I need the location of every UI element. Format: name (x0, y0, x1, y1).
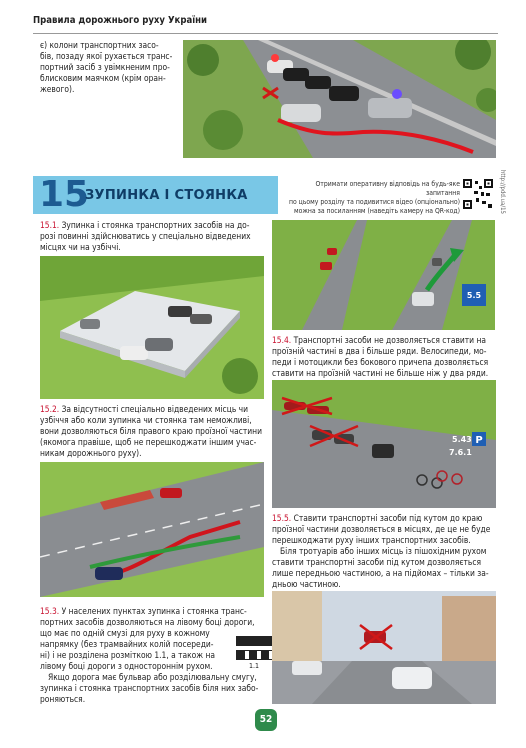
angle-parking-illustration (272, 591, 496, 704)
two-rows-illustration (272, 220, 495, 330)
text-line: У населених пунктах зупинка і стоянка транс- (61, 606, 247, 616)
qr-info-text (284, 180, 460, 216)
text-line: Зупинка і стоянка транспортних засобів на до- (61, 220, 250, 230)
paragraph-number: 15.5. (272, 513, 292, 523)
road-marking-1-1-icon (236, 636, 276, 646)
running-header (33, 13, 498, 34)
right-edge-parking-illustration (40, 462, 264, 597)
text-line: проїзної частини дозволяється в місцях, де це не буде (272, 524, 491, 534)
item-e-text (40, 40, 180, 95)
parking-lot-illustration (40, 256, 264, 399)
text-line: Ставити транспортні засоби під кутом до краю (293, 513, 483, 523)
text-line: роняються. (40, 694, 86, 704)
sign-7-6-1-label: 7.6.1 (449, 448, 472, 457)
text-line: Транспортні засоби не дозволяється ставити на (293, 335, 486, 345)
section-number: 15 (39, 174, 90, 215)
sign-5-43-label: 5.43 (452, 435, 472, 444)
paragraph-15-4 (272, 335, 497, 379)
running-header-title: Правила дорожнього руху України (33, 15, 208, 26)
paragraph-number: 15.3. (40, 606, 60, 616)
text-line: зупинка і стоянка транспортних засобів біля них забо- (40, 683, 259, 693)
text-line: можна за посиланням (наведіть камеру на QR-код) (294, 207, 460, 215)
text-line: ставити на проїзній частині не більше ніж у два ряди. (272, 368, 489, 378)
text-line: лише передньою частиною, а на підйомах – тільки за- (272, 568, 489, 578)
motorcycles-illustration (272, 380, 496, 508)
text-line: ставити транспортні засоби під кутом дозволяється (272, 557, 482, 567)
text-line: дньою частиною. (272, 579, 341, 589)
paragraph-number: 15.1. (40, 220, 60, 230)
section-banner (33, 176, 278, 214)
text-line: місцях чи на узбіччі. (40, 242, 121, 252)
text-line: лівому боці дороги з одностороннім рухом. (40, 661, 213, 671)
text-line: Біля тротуарів або інших місць із пішохідним рухом (280, 546, 487, 556)
text-line: є) колони транспортних засо- (40, 40, 159, 50)
text-line: що має по одній смузі для руху в кожному (40, 628, 210, 638)
text-line: Якщо дорога має бульвар або розділювальну смугу, (48, 672, 257, 682)
paragraph-15-1 (40, 220, 265, 253)
text-line: узбіччя або коли зупинка чи стоянка там неможливі, (40, 415, 252, 425)
text-line: блисковим маячком (крім оран- (40, 73, 166, 83)
parking-sign-icon: P (475, 435, 483, 446)
text-line: никам дорожнього руху). (40, 448, 142, 458)
text-line: портних засобів дозволяються на лівому боці дороги, (40, 617, 255, 627)
text-line: За відсутності спеціально відведених місць чи (61, 404, 249, 414)
section-title: ЗУПИНКА І СТОЯНКА (85, 188, 248, 203)
text-line: Отримати оперативну відповідь на будь-яке запитання (315, 180, 460, 197)
paragraph-15-3 (40, 606, 268, 705)
sign-5-5-label: 5.5 (466, 291, 482, 300)
marking-label: 1.1 (249, 662, 260, 670)
text-line: бів, позаду якої рухається транс- (40, 51, 173, 61)
paragraph-15-2 (40, 404, 265, 459)
text-line: по цьому розділу та подивитися відео (опціонально) (288, 198, 460, 206)
side-url: http://pdd.ua/15 (499, 170, 506, 214)
text-line: напрямку (без трамвайних колій посереди- (40, 639, 214, 649)
text-line: проїзній частині в два і більше ряди. Велосипеди, мо- (272, 346, 487, 356)
page-number: 52 (255, 709, 277, 731)
text-line: педи і мотоцикли без бокового причепа дозволяється (272, 357, 489, 367)
paragraph-number: 15.4. (272, 335, 292, 345)
paragraph-number: 15.2. (40, 404, 60, 414)
text-line: вони дозволяються біля правого краю проїзної частини (40, 426, 262, 436)
paragraph-15-5 (272, 513, 497, 590)
text-line: (якомога правіше, щоб не перешкоджати іншим учас- (40, 437, 257, 447)
convoy-illustration (183, 40, 496, 158)
qr-code-icon[interactable] (462, 178, 494, 210)
text-line: перешкоджати руху інших транспортних засобів. (272, 535, 471, 545)
text-line: розі повинні здійснюватись у спеціально відведених (40, 231, 251, 241)
text-line: портний засіб з увімкненим про- (40, 62, 170, 72)
text-line: ні) і не розділена розміткою 1.1, а також на (40, 650, 216, 660)
text-line: жевого). (40, 84, 75, 94)
